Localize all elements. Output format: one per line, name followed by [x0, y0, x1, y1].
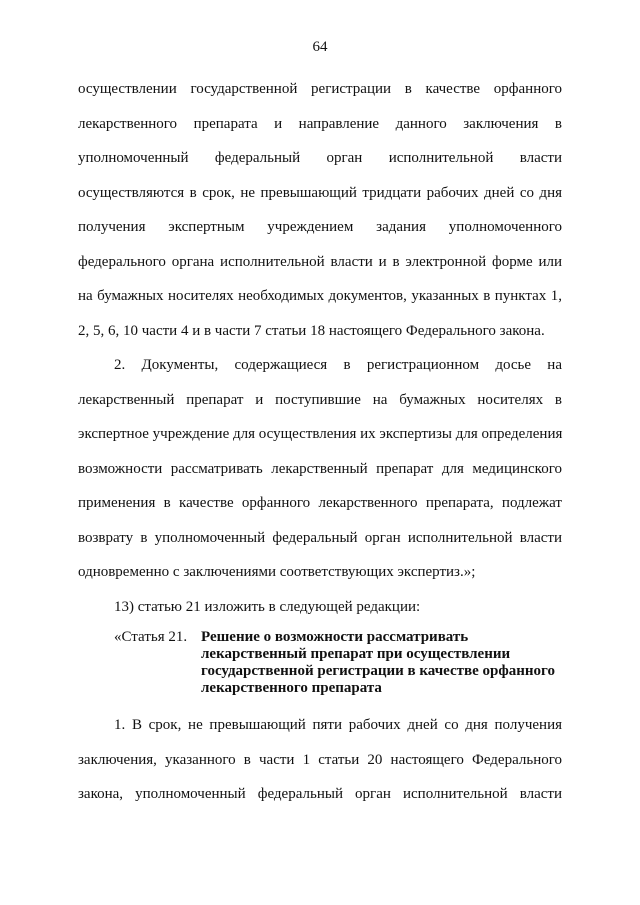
article-label: «Статья 21. — [114, 629, 188, 645]
text-line: осуществляются в срок, не превышающий тридцати рабочих дней со дня — [78, 184, 562, 201]
article-title-line: Решение о возможности рассматривать — [201, 629, 469, 645]
paragraph-item-2 — [78, 348, 562, 590]
paragraph-continuation — [78, 72, 562, 348]
text-line: применения в качестве орфанного лекарственного препарата, подлежат — [78, 495, 562, 511]
paragraph-item-13 — [78, 590, 562, 625]
text-line: лекарственного препарата и направление данного заключения в — [78, 115, 562, 132]
article-title-line: государственной регистрации в качестве орфанного — [201, 663, 555, 679]
article-title-line: лекарственного препарата — [201, 680, 382, 696]
text-line: получения экспертным учреждением задания уполномоченного — [78, 219, 562, 235]
text-line: возврату в уполномоченный федеральный орган исполнительной власти — [78, 529, 562, 546]
document-body — [78, 72, 562, 624]
text-line: федерального органа исполнительной власти и в электронной форме или — [78, 253, 562, 270]
text-line: закона, уполномоченный федеральный орган исполнительной власти — [78, 786, 562, 802]
text-line: лекарственный препарат и поступившие на бумажных носителях в — [78, 391, 562, 408]
paragraph-article-item-1 — [78, 708, 562, 812]
article-body — [78, 708, 562, 812]
text-line: заключения, указанного в части 1 статьи 20 настоящего Федерального — [78, 751, 562, 768]
article-title-line: лекарственный препарат при осуществлении — [201, 646, 511, 662]
text-line: уполномоченный федеральный орган исполнительной власти — [78, 150, 562, 166]
text-line: 2, 5, 6, 10 части 4 и в части 7 статьи 18 настоящего Федерального закона. — [78, 322, 545, 339]
page-number: 64 — [312, 39, 328, 55]
article-heading — [114, 629, 574, 697]
text-line: 13) статью 21 изложить в следующей редакции: — [114, 598, 421, 615]
text-line: экспертное учреждение для осуществления их экспертизы для определения — [78, 426, 563, 442]
text-line: 2. Документы, содержащиеся в регистрационном досье на — [114, 357, 562, 373]
text-line: осуществлении государственной регистрации в качестве орфанного — [78, 81, 562, 97]
text-line: одновременно с заключениями соответствующих экспертиз.»; — [78, 564, 476, 580]
text-line: возможности рассматривать лекарственный препарат для медицинского — [78, 460, 562, 477]
text-line: 1. В срок, не превышающий пяти рабочих дней со дня получения — [114, 717, 562, 733]
text-line: на бумажных носителях необходимых документов, указанных в пунктах 1, — [78, 288, 562, 304]
article-title — [201, 629, 574, 697]
